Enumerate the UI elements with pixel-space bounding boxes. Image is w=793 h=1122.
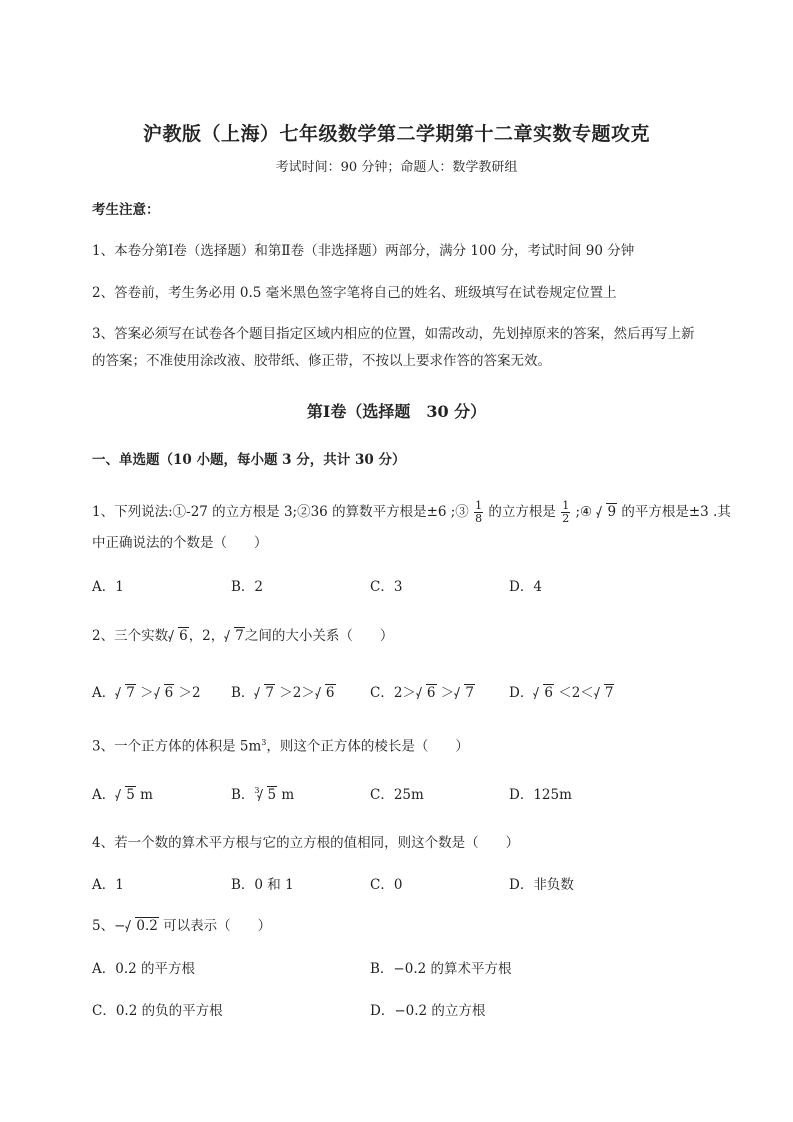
question-1	[92, 500, 731, 525]
q2-b-radicand-1: 7	[265, 685, 275, 701]
q1-fraction-2-num: 1	[562, 499, 570, 512]
q1-fraction-1-den: 8	[475, 512, 483, 525]
notice-heading: 考生注意：	[92, 202, 160, 218]
q2-b-radicand-2: 6	[325, 685, 335, 701]
q2-radicand-1: 6	[179, 628, 188, 644]
q2-d-radicand-1: 6	[544, 685, 553, 701]
q1-text-b: 的立方根是	[488, 504, 556, 520]
q3-a-radical	[116, 785, 136, 805]
q2-a-pre: A．	[92, 685, 116, 701]
page-subtitle: 考试时间：90 分钟；命题人：数学教研组	[275, 160, 518, 175]
q4-option-c[interactable]: C．0	[370, 877, 403, 893]
q3-a-radicand: 5	[126, 787, 135, 803]
q2-b-pre: B．	[231, 685, 255, 701]
q3-text-a: 3、一个正方体的体积是 5m	[92, 738, 262, 755]
q3-option-b[interactable]	[231, 785, 294, 807]
q3-a-unit: m	[135, 787, 153, 803]
question-4: 4、若一个数的算术平方根与它的立方根的值相同，则这个数是（ ）	[92, 835, 520, 851]
q1-option-b[interactable]: B．2	[231, 579, 264, 595]
q1-fraction-2-den: 2	[562, 512, 570, 525]
q2-a-radicand-2: 6	[164, 685, 174, 701]
q3-b-unit: m	[277, 787, 295, 803]
q4-option-d[interactable]: D．非负数	[509, 877, 574, 893]
q3-a-pre: A．	[92, 787, 116, 803]
q3-option-d[interactable]: D．125m	[509, 787, 572, 803]
q1-fraction-2	[561, 500, 570, 525]
q2-radical-2	[225, 626, 245, 646]
notice-item-1: 1、本卷分第Ⅰ卷（选择题）和第Ⅱ卷（非选择题）两部分，满分 100 分，考试时间 90 分钟	[92, 243, 635, 259]
q2-d-radicand-2: 7	[604, 685, 614, 701]
q3-option-c[interactable]: C．25m	[370, 787, 424, 803]
q2-text-b: ，2，	[188, 628, 225, 644]
q2-d-radical-2	[595, 683, 615, 703]
q2-radicand-2: 7	[235, 628, 244, 644]
section-title: 第Ⅰ卷（选择题 30 分）	[306, 402, 487, 421]
q2-d-pre: D．	[509, 685, 534, 701]
q3-b-radicand: 5	[267, 787, 277, 803]
q3-exponent: 3	[261, 738, 267, 747]
notice-item-2: 2、答卷前，考生务必用 0.5 毫米黑色签字笔将自己的姓名、班级填写在试卷规定位置上	[92, 285, 617, 301]
q1-option-a[interactable]: A．1	[92, 579, 124, 595]
q1-option-c[interactable]: C．3	[370, 579, 403, 595]
q4-option-b[interactable]: B．0 和 1	[231, 877, 294, 893]
q1-text-d: 的平方根是±3 .其	[621, 504, 731, 520]
q1-option-d[interactable]: D．4	[509, 579, 542, 595]
q3-b-radical	[258, 785, 278, 805]
q2-text-c: 之间的大小关系（ ）	[244, 628, 394, 644]
question-2	[92, 626, 393, 646]
q1-radicand: 9	[607, 504, 617, 520]
q2-text-a: 2、三个实数	[92, 628, 169, 644]
q2-a-radical-1	[116, 683, 136, 703]
q2-c-radical-1	[417, 683, 437, 703]
q2-option-d[interactable]	[509, 683, 614, 703]
q2-d-radical-1	[534, 683, 554, 703]
q1-text-c: ;④	[575, 504, 593, 520]
q2-a-radical-2	[155, 683, 175, 703]
q5-option-c[interactable]: C．0.2 的负的平方根	[92, 1003, 223, 1019]
q5-option-a[interactable]: A．0.2 的平方根	[92, 961, 196, 977]
q5-option-b[interactable]: B．−0.2 的算术平方根	[370, 961, 512, 977]
q5-radicand: 0.2	[136, 918, 158, 934]
q1-text-a: 1、下列说法:①-27 的立方根是 3;②36 的算数平方根是±6 ;③	[92, 504, 469, 520]
q2-c-mid: ＞	[436, 685, 455, 701]
q5-radical	[126, 916, 158, 936]
q2-c-radicand-2: 7	[465, 685, 474, 701]
question-5	[92, 916, 271, 936]
q2-option-c[interactable]	[370, 683, 475, 703]
q2-b-mid: ＞2＞	[275, 685, 315, 701]
question-1-line-2: 中正确说法的个数是（ ）	[92, 535, 268, 551]
part-title: 一、单选题（10 小题，每小题 3 分，共计 30 分）	[92, 452, 406, 468]
q2-option-a[interactable]	[92, 683, 201, 703]
q1-radical	[597, 502, 617, 522]
q2-c-radical-2	[455, 683, 475, 703]
page-title: 沪教版（上海）七年级数学第二学期第十二章实数专题攻克	[142, 123, 650, 145]
q3-text-b: ，则这个正方体的棱长是（ ）	[266, 738, 469, 755]
q1-fraction-1	[474, 500, 483, 525]
q1-fraction-1-num: 1	[475, 499, 483, 512]
q3-b-root-index: 3	[254, 786, 260, 795]
q2-a-radicand-1: 7	[126, 685, 135, 701]
q2-a-mid: ＞	[135, 685, 154, 701]
q5-pre: 5、−	[92, 918, 126, 934]
q3-option-a[interactable]	[92, 785, 153, 805]
q2-b-radical-1	[255, 683, 275, 703]
q2-c-radicand-1: 6	[426, 685, 436, 701]
question-3	[92, 733, 469, 757]
q2-option-b[interactable]	[231, 683, 336, 703]
q2-c-pre: C．2＞	[370, 685, 416, 701]
q2-b-radical-2	[316, 683, 336, 703]
notice-item-3: 3、答案必须写在试卷各个题目指定区域内相应的位置，如需改动，先划掉原来的答案，然后再写上新	[92, 326, 695, 342]
q2-d-mid: ＜2＜	[553, 685, 594, 701]
q3-b-pre: B．	[231, 787, 255, 803]
q4-option-a[interactable]: A．1	[92, 877, 124, 893]
q5-post: 可以表示（ ）	[158, 918, 272, 934]
q2-a-post: ＞2	[174, 685, 201, 701]
q5-option-d[interactable]: D．−0.2 的立方根	[370, 1003, 486, 1019]
q2-radical-1	[169, 626, 189, 646]
notice-item-3-cont: 的答案；不准使用涂改液、胶带纸、修正带，不按以上要求作答的答案无效。	[92, 353, 551, 369]
